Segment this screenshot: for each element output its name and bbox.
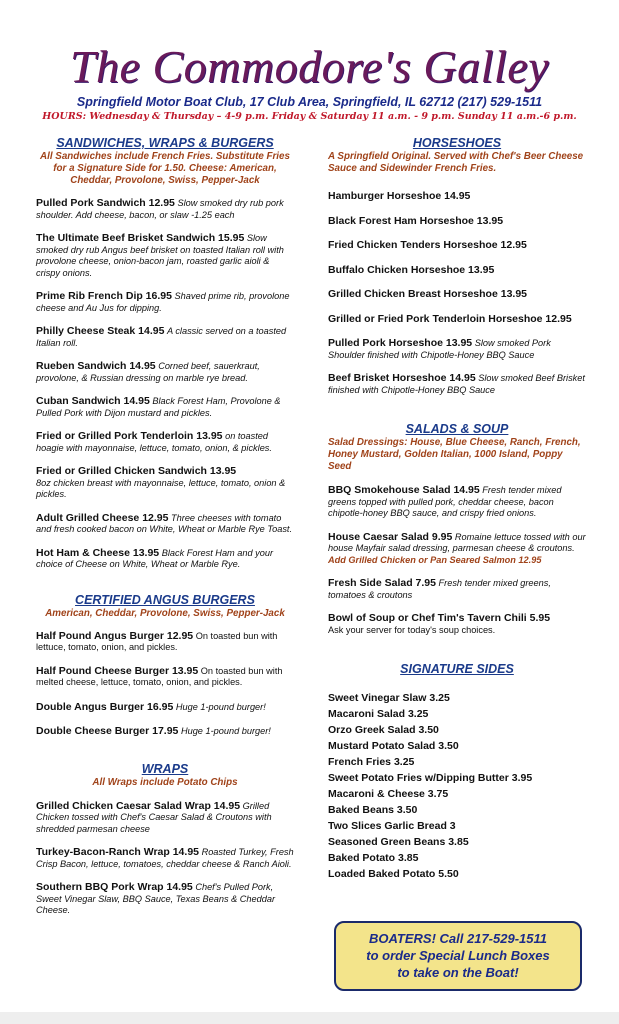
item-name: Philly Cheese Steak 14.95 <box>36 325 165 337</box>
item-desc: Slow smoked dry rub Angus beef brisket on toasted Italian roll with provolone cheese, onion-bacon jam, roasted garlic aioli & crispy onions. <box>36 233 284 278</box>
item-name: Double Cheese Burger 17.95 <box>36 725 179 737</box>
item-desc: on toasted hoagie with mayonnaise, lettuce, tomato, onion, & pickles. <box>36 431 272 453</box>
item-name: Fried Chicken Tenders Horseshoe 12.95 <box>328 239 527 251</box>
side-item: Mustard Potato Salad 3.50 <box>328 740 459 752</box>
item-name: BBQ Smokehouse Salad 14.95 <box>328 484 480 496</box>
item-name: Cuban Sandwich 14.95 <box>36 395 150 407</box>
item-desc: Fresh tender mixed greens, tomatoes & croutons <box>328 578 551 600</box>
menu-item <box>328 289 586 301</box>
item-name: Fried or Grilled Pork Tenderloin 13.95 <box>36 430 223 442</box>
menu-item <box>328 314 586 326</box>
item-desc: Three cheeses with tomato and fresh cooked bacon on White, Wheat or Marble Rye Toast. <box>36 512 293 534</box>
item-desc: Slow smoked dry rub pork shoulder. Add cheese, bacon, or slaw -1.25 each <box>36 198 284 220</box>
menu-item <box>328 240 586 252</box>
item-name: Pulled Pork Horseshoe 13.95 <box>328 337 473 349</box>
menu-item <box>328 191 586 203</box>
item-name: Southern BBQ Pork Wrap 14.95 <box>36 881 193 893</box>
item-desc: Fresh tender mixed greens topped with pulled pork, cheddar cheese, bacon chipotle-honey BBQ sauce, and crispy fried onions. <box>328 485 562 518</box>
menu-item <box>36 396 294 419</box>
right-column <box>328 136 586 882</box>
horseshoes-note: A Springfield Original. Served with Chef's Beer Cheese Sauce and Sidewinder French Fries. <box>328 151 584 174</box>
address-line: Springfield Motor Boat Club, 17 Club Area, Springfield, IL 62712 (217) 529-1511 <box>76 95 543 109</box>
item-name: House Caesar Salad 9.95 <box>328 530 453 543</box>
item-desc: Black Forest Ham and your choice of Cheese on White, Wheat or Marble Rye. <box>36 547 274 569</box>
item-desc: Black Forest Ham, Provolone & Pulled Pork with Dijon mustard and pickles. <box>36 396 281 418</box>
item-name: Hot Ham & Cheese 13.95 <box>36 546 160 559</box>
side-item: Sweet Vinegar Slaw 3.25 <box>328 692 450 704</box>
menu-item <box>36 548 294 571</box>
item-desc: A classic served on a toasted Italian roll. <box>36 326 287 348</box>
menu-item <box>36 198 294 221</box>
callout-line: to order Special Lunch Boxes <box>366 948 550 963</box>
side-item: Macaroni & Cheese 3.75 <box>328 788 449 800</box>
wraps-heading: WRAPS <box>141 761 189 776</box>
item-name: Fried or Grilled Chicken Sandwich 13.95 <box>36 465 237 477</box>
item-desc: Roasted Turkey, Fresh Crisp Bacon, lettuce, tomatoes, cheddar cheese & Ranch Aioli. <box>36 847 294 869</box>
item-name: The Ultimate Beef Brisket Sandwich 15.95 <box>36 232 245 244</box>
menu-item <box>36 702 294 714</box>
menu-item <box>36 631 294 654</box>
item-name: Grilled or Fried Pork Tenderloin Horseshoe 12.95 <box>328 312 572 325</box>
menu-item <box>36 466 294 501</box>
item-desc: 8oz chicken breast with mayonnaise, lettuce, tomato, onion & pickles. <box>36 477 286 499</box>
item-name: Half Pound Cheese Burger 13.95 <box>36 664 199 677</box>
menu-item <box>36 361 294 384</box>
item-name: Adult Grilled Cheese 12.95 <box>36 511 169 524</box>
side-item: Orzo Greek Salad 3.50 <box>328 724 439 736</box>
menu-item <box>328 216 586 228</box>
menu-item <box>328 532 586 567</box>
menu-item <box>36 233 294 279</box>
menu-item <box>36 847 294 870</box>
menu-item <box>36 291 294 314</box>
item-name: Buffalo Chicken Horseshoe 13.95 <box>328 263 495 276</box>
restaurant-title: The Commodore's Galley <box>69 41 550 92</box>
item-addon: Add Grilled Chicken or Pan Seared Salmon 12.95 <box>328 554 542 565</box>
menu-item <box>328 338 586 361</box>
horseshoes-heading: HORSESHOES <box>412 136 502 150</box>
hours-line: HOURS: Wednesday & Thursday – 4-9 p.m. Friday & Saturday 11 a.m. - 9 p.m. Sunday 11 a.m.-6 p.m. <box>42 111 577 122</box>
item-name: Rueben Sandwich 14.95 <box>36 360 156 372</box>
item-desc: Shaved prime rib, provolone cheese and Au Jus for dipping. <box>36 291 290 313</box>
item-desc: Chef's Pulled Pork, Sweet Vinegar Slaw, BBQ Sauce, Texas Beans & Cheddar Cheese. <box>36 882 276 915</box>
sides-heading: SIGNATURE SIDES <box>400 662 514 676</box>
item-desc: Grilled Chicken tossed with Chef's Caesar Salad & Croutons with shredded parmesan cheese <box>36 800 272 834</box>
item-name: Grilled Chicken Caesar Salad Wrap 14.95 <box>36 799 241 812</box>
item-desc: Slow smoked Beef Brisket finished with Chipotle-Honey BBQ Sauce <box>328 373 585 395</box>
item-desc: On toasted bun with melted cheese, lettuce, tomato, onion, and pickles. <box>36 665 283 687</box>
side-item: French Fries 3.25 <box>328 756 415 768</box>
salads-note: Salad Dressings: House, Blue Cheese, Ranch, French, Honey Mustard, Golden Italian, 1000 Island, Poppy Seed <box>328 437 581 472</box>
wraps-note: All Wraps include Potato Chips <box>92 776 238 788</box>
item-name: Fresh Side Salad 7.95 <box>328 577 436 589</box>
sandwiches-note: All Sandwiches include French Fries. Substitute Fries for a Signature Side for 1.50. Cheese: American, Cheddar, Provolone, Swiss, Pepper-Jack <box>40 151 290 186</box>
menu-item <box>328 613 586 636</box>
side-item: Baked Beans 3.50 <box>328 804 418 816</box>
sandwiches-heading: SANDWICHES, WRAPS & BURGERS <box>56 136 274 150</box>
side-item: Baked Potato 3.85 <box>328 852 419 864</box>
salads-heading: SALADS & SOUP <box>405 422 509 436</box>
item-name: Hamburger Horseshoe 14.95 <box>328 190 471 202</box>
menu-item <box>328 265 586 277</box>
item-name: Black Forest Ham Horseshoe 13.95 <box>328 214 504 227</box>
callout-line: BOATERS! Call 217-529-1511 <box>369 931 547 946</box>
menu-item <box>36 666 294 689</box>
burgers-heading: CERTIFIED ANGUS BURGERS <box>75 592 255 607</box>
burgers-note: American, Cheddar, Provolone, Swiss, Pepper-Jack <box>45 607 285 619</box>
item-name: Bowl of Soup or Chef Tim's Tavern Chili 5.95 <box>328 612 551 624</box>
item-name: Grilled Chicken Breast Horseshoe 13.95 <box>328 288 528 300</box>
callout-line: to take on the Boat! <box>397 965 519 980</box>
menu-item <box>36 431 294 454</box>
item-desc: Ask your server for today's soup choices. <box>328 624 496 635</box>
item-name: Half Pound Angus Burger 12.95 <box>36 629 194 642</box>
item-name: Pulled Pork Sandwich 12.95 <box>36 197 175 209</box>
item-desc: Romaine lettuce tossed with our house Mayfair salad dressing, parmesan cheese & croutons. <box>328 531 586 553</box>
bottom-bar <box>0 1012 619 1024</box>
side-item: Sweet Potato Fries w/Dipping Butter 3.95 <box>328 772 533 784</box>
item-name: Double Angus Burger 16.95 <box>36 700 174 713</box>
item-desc: Huge 1-pound burger! <box>180 726 271 736</box>
side-item: Loaded Baked Potato 5.50 <box>328 868 459 880</box>
menu-item <box>328 485 586 520</box>
side-item: Two Slices Garlic Bread 3 <box>328 820 456 832</box>
item-name: Beef Brisket Horseshoe 14.95 <box>328 372 476 384</box>
menu-item <box>328 373 586 396</box>
menu-item <box>36 882 294 917</box>
item-name: Turkey-Bacon-Ranch Wrap 14.95 <box>36 846 199 858</box>
side-item: Macaroni Salad 3.25 <box>328 708 429 720</box>
item-desc: Slow smoked Pork Shoulder finished with Chipotle-Honey BBQ Sauce <box>328 338 551 360</box>
item-name: Prime Rib French Dip 16.95 <box>36 290 172 302</box>
item-desc: Corned beef, sauerkraut, provolone, & Russian dressing on marble rye bread. <box>36 361 260 383</box>
menu-item <box>36 726 294 738</box>
side-item: Seasoned Green Beans 3.85 <box>328 836 469 848</box>
menu-item <box>36 801 294 836</box>
left-column <box>36 136 294 917</box>
item-desc: Huge 1-pound burger! <box>175 701 266 712</box>
menu-item <box>328 578 586 601</box>
menu-item <box>36 326 294 349</box>
item-desc: On toasted bun with lettuce, tomato, onion, and pickles. <box>36 630 278 652</box>
boaters-callout <box>334 921 582 991</box>
menu-item <box>36 513 294 536</box>
